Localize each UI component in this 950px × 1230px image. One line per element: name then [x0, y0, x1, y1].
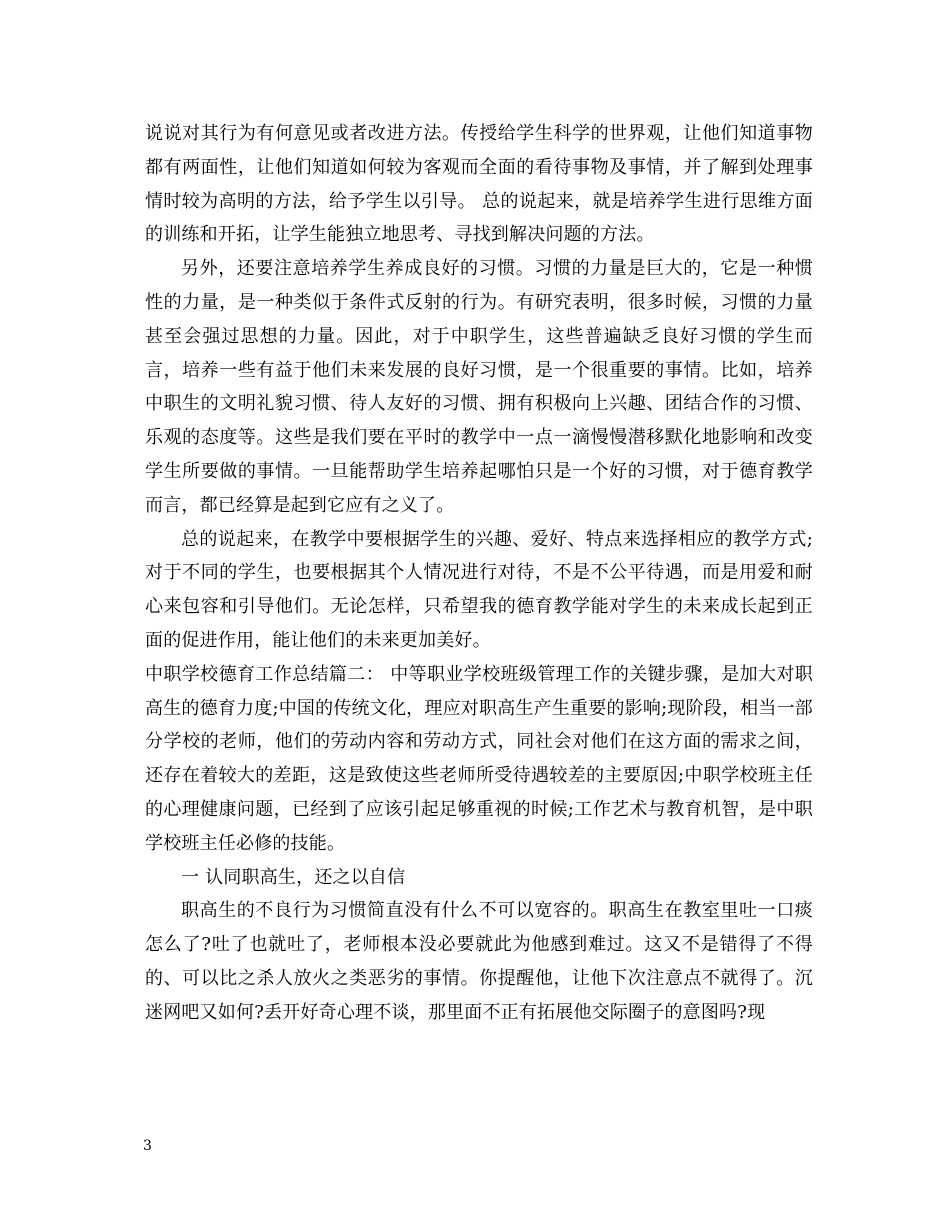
paragraph-3: 总的说起来，在教学中要根据学生的兴趣、爱好、特点来选择相应的教学方式;对于不同的学生，也要根据其个人情况进行对待，不是不公平待遇，而是用爱和耐心来包容和引导他们。无论怎样，只希望我的德育教学能对学生的未来成长起到正面的促进作用，能让他们的未来更加美好。 — [145, 528, 813, 651]
paragraph-1: 说说对其行为有何意见或者改进方法。传授给学生科学的世界观，让他们知道事物都有两面性，让他们知道如何较为客观而全面的看待事物及事情，并了解到处理事情时较为高明的方法，给予学生以引导。 总的说起来，就是培养学生进行思维方面的训练和开拓，让学生能独立地思考、寻找到解决问题的方法。 — [145, 123, 813, 246]
paragraph-6: 职高生的不良行为习惯简直没有什么不可以宽容的。职高生在教室里吐一口痰怎么了?吐了也就吐了，老师根本没必要就此为他感到难过。这又不是错得了不得的、可以比之杀人放火之类恶劣的事情。你提醒他，让他下次注意点不就得了。沉迷网吧又如何?丢开好奇心理不谈，那里面不正有拓展他交际圈子的意图吗?现 — [145, 900, 813, 1023]
paragraph-4-section-heading: 中职学校德育工作总结篇二： 中等职业学校班级管理工作的关键步骤，是加大对职高生的德育力度;中国的传统文化，理应对职高生产生重要的影响;现阶段，相当一部分学校的老师，他们的劳动内容和劳动方式，同社会对他们在这方面的需求之间，还存在着较大的差距，这是致使这些老师所受待遇较差的主要原因;中职学校班主任的心理健康问题，已经到了应该引起足够重视的时候;工作艺术与教育机智，是中职学校班主任必修的技能。 — [145, 663, 813, 854]
paragraph-2: 另外，还要注意培养学生养成良好的习惯。习惯的力量是巨大的，它是一种惯性的力量，是一种类似于条件式反射的行为。有研究表明，很多时候，习惯的力量甚至会强过思想的力量。因此，对于中职学生，这些普遍缺乏良好习惯的学生而言，培养一些有益于他们未来发展的良好习惯，是一个很重要的事情。比如，培养中职生的文明礼貌习惯、待人友好的习惯、拥有积极向上兴趣、团结合作的习惯、乐观的态度等。这些是我们要在平时的教学中一点一滴慢慢潜移默化地影响和改变学生所要做的事情。一旦能帮助学生培养起哪怕只是一个好的习惯，对于德育教学而言，都已经算是起到它应有之义了。 — [145, 258, 813, 516]
document-body — [145, 117, 813, 1030]
page-number: 3 — [143, 1138, 152, 1154]
subheading-1: 一 认同职高生，还之以自信 — [181, 866, 406, 888]
